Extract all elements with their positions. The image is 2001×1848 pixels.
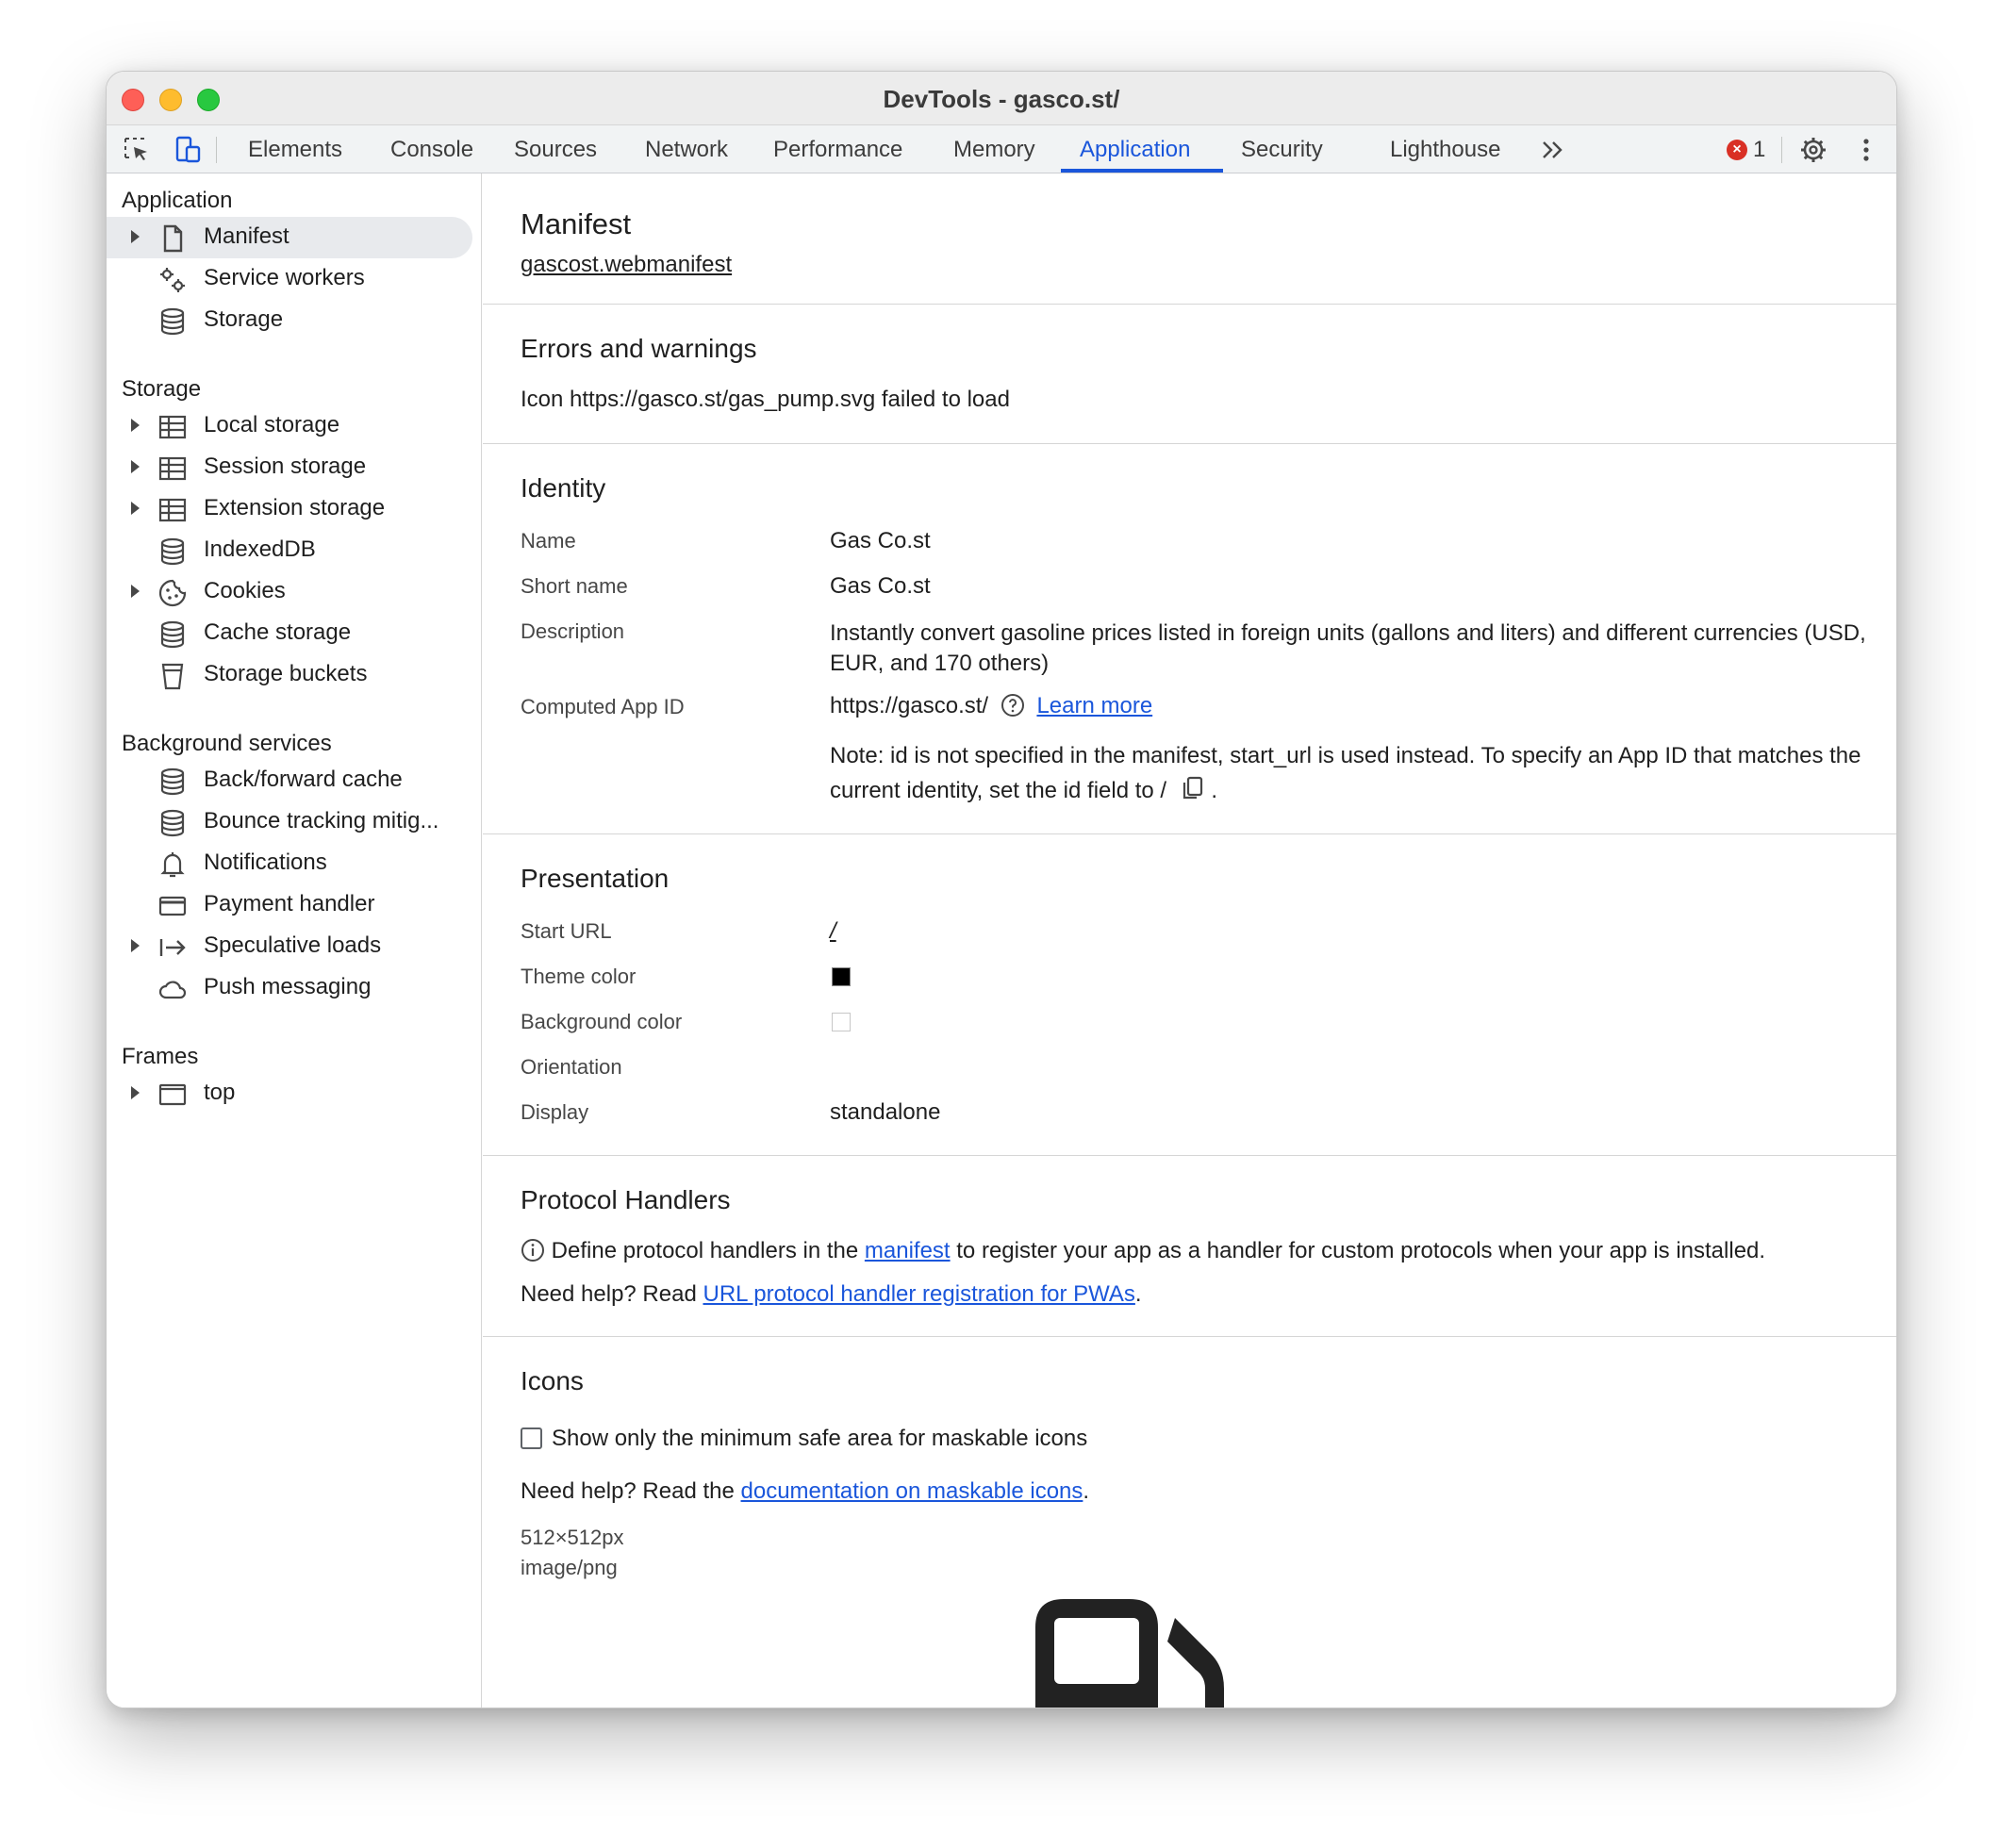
- errors-section: [483, 305, 1896, 444]
- tab-application[interactable]: Application: [1080, 137, 1191, 162]
- sidebar-item-label: top: [204, 1080, 236, 1105]
- section-title: Protocol Handlers: [521, 1185, 731, 1214]
- cloud-icon: [157, 974, 188, 1004]
- tab-elements[interactable]: Elements: [248, 137, 343, 162]
- section-title: Presentation: [521, 864, 670, 893]
- sidebar-item-notifications[interactable]: [107, 843, 472, 884]
- field-label: Background color: [521, 1010, 683, 1033]
- title-bar: [107, 72, 1896, 125]
- application-sidebar: [107, 173, 482, 1708]
- icon-type-label: image/png: [521, 1556, 618, 1579]
- table-icon: [157, 412, 188, 442]
- field-label: Description: [521, 619, 625, 643]
- sidebar-item-bounce-tracking[interactable]: [107, 801, 472, 843]
- expand-arrow-icon[interactable]: [131, 502, 140, 515]
- sidebar-header-storage: Storage: [122, 376, 202, 402]
- identity-section: [483, 444, 1896, 834]
- sidebar-item-indexeddb[interactable]: [107, 530, 472, 571]
- theme-color-swatch: [832, 967, 851, 986]
- start-url-link[interactable]: /: [830, 918, 836, 944]
- info-text-before: Define protocol handlers in the: [551, 1238, 859, 1263]
- sidebar-item-label: Extension storage: [204, 495, 386, 520]
- learn-more-link[interactable]: Learn more: [1036, 693, 1153, 718]
- app-id-value: https://gasco.st/: [830, 693, 989, 718]
- device-toolbar-icon[interactable]: [173, 135, 203, 165]
- sidebar-item-session-storage[interactable]: [107, 447, 472, 488]
- sidebar-item-storage-buckets[interactable]: [107, 654, 472, 696]
- frame-window-icon: [157, 1080, 188, 1110]
- devtools-toolbar: [107, 125, 1896, 173]
- error-message: Icon https://gasco.st/gas_pump.svg failed to load: [521, 387, 1010, 412]
- more-tabs-icon[interactable]: [1538, 135, 1568, 165]
- tab-console[interactable]: Console: [390, 137, 474, 162]
- presentation-section: [483, 834, 1896, 1156]
- sidebar-item-payment-handler[interactable]: [107, 884, 472, 926]
- maskable-checkbox[interactable]: [521, 1427, 542, 1449]
- field-label: Theme color: [521, 965, 637, 988]
- manifest-section: [483, 173, 1896, 305]
- field-label: Computed App ID: [521, 695, 685, 718]
- note-end: .: [1211, 778, 1218, 803]
- protocol-handler-docs-link[interactable]: URL protocol handler registration for PWAs: [703, 1281, 1135, 1307]
- inspect-element-icon[interactable]: [122, 135, 152, 165]
- arrow-to-right-icon: [157, 932, 188, 963]
- expand-arrow-icon[interactable]: [131, 585, 140, 598]
- field-label: Start URL: [521, 919, 612, 943]
- sidebar-item-label: Cookies: [204, 578, 286, 603]
- info-icon: [521, 1238, 545, 1262]
- expand-arrow-icon[interactable]: [131, 939, 140, 952]
- note-text: Note: id is not specified in the manifest, start_url is used instead. To specify an App ID that matches the current identity, set the id field to: [830, 743, 1861, 803]
- window-title: DevTools - gasco.st/: [883, 85, 1120, 113]
- expand-arrow-icon[interactable]: [131, 1086, 140, 1099]
- manifest-panel: [483, 173, 1896, 1708]
- database-icon: [157, 619, 188, 650]
- expand-arrow-icon[interactable]: [131, 230, 140, 243]
- field-label: Name: [521, 529, 576, 553]
- help-text: Need help? Read the: [521, 1478, 735, 1504]
- display-value: standalone: [830, 1099, 941, 1125]
- bell-icon: [157, 850, 188, 880]
- protocol-handlers-section: [483, 1156, 1896, 1337]
- sidebar-item-label: Speculative loads: [204, 932, 382, 958]
- note-id: /: [1160, 778, 1167, 803]
- field-label: Short name: [521, 574, 628, 598]
- sidebar-item-cookies[interactable]: [107, 571, 472, 613]
- database-icon: [157, 808, 188, 838]
- tab-sources[interactable]: Sources: [514, 137, 598, 162]
- checkbox-label: Show only the minimum safe area for maskable icons: [552, 1426, 1088, 1451]
- maskable-docs-link[interactable]: documentation on maskable icons: [740, 1478, 1083, 1504]
- help-period: .: [1083, 1478, 1090, 1504]
- copy-icon[interactable]: [1181, 775, 1205, 801]
- protocol-handlers-help: [521, 1281, 1142, 1308]
- help-circle-icon[interactable]: [1000, 693, 1025, 718]
- gears-icon: [157, 265, 188, 295]
- help-text: Need help? Read: [521, 1281, 697, 1307]
- sidebar-item-label: Cache storage: [204, 619, 352, 645]
- expand-arrow-icon[interactable]: [131, 419, 140, 432]
- section-title: Identity: [521, 473, 606, 503]
- tab-lighthouse[interactable]: Lighthouse: [1390, 137, 1501, 162]
- error-icon: ×: [1727, 140, 1747, 160]
- sidebar-header-frames: Frames: [122, 1044, 199, 1069]
- sidebar-item-label: Back/forward cache: [204, 767, 403, 792]
- section-title: Errors and warnings: [521, 334, 757, 363]
- bucket-icon: [157, 661, 188, 691]
- devtools-window: [106, 71, 1897, 1708]
- sidebar-item-label: Push messaging: [204, 974, 372, 999]
- toolbar-divider: [216, 137, 217, 163]
- error-counter[interactable]: [1727, 137, 1765, 163]
- app-id-row: [830, 693, 1152, 719]
- sidebar-item-label: Service workers: [204, 265, 365, 290]
- sidebar-item-label: Storage: [204, 306, 284, 332]
- sidebar-header-background-services: Background services: [122, 731, 332, 756]
- field-label: Display: [521, 1100, 589, 1124]
- manifest-file-link[interactable]: gascost.webmanifest: [521, 252, 733, 277]
- sidebar-item-label: Notifications: [204, 850, 327, 875]
- sidebar-item-local-storage[interactable]: [107, 405, 472, 447]
- active-tab-indicator: [1061, 169, 1223, 173]
- sidebar-item-label: Bounce tracking mitig...: [204, 808, 439, 833]
- credit-card-icon: [157, 891, 188, 921]
- cookie-icon: [157, 578, 188, 608]
- background-color-swatch: [832, 1013, 851, 1031]
- error-count: 1: [1753, 137, 1766, 162]
- sidebar-item-cache-storage[interactable]: [107, 613, 472, 654]
- icon-size-label: 512×512px: [521, 1526, 624, 1549]
- help-period: .: [1134, 1281, 1142, 1307]
- sidebar-item-frame-top[interactable]: [107, 1073, 472, 1114]
- sidebar-item-speculative-loads[interactable]: [107, 926, 472, 967]
- protocol-handlers-info: [521, 1238, 1765, 1264]
- database-icon: [157, 536, 188, 567]
- maskable-checkbox-row[interactable]: [521, 1426, 1087, 1452]
- icons-section: [483, 1337, 1896, 1708]
- gas-pump-icon: [1035, 1599, 1243, 1708]
- description-value: Instantly convert gasoline prices listed in foreign units (gallons and liters) and different currencies (USD, EUR, and 170 others): [830, 620, 1866, 676]
- table-icon: [157, 454, 188, 484]
- short-name-value: Gas Co.st: [830, 573, 931, 599]
- toolbar-divider: [1781, 137, 1782, 163]
- sidebar-item-manifest[interactable]: [107, 217, 472, 258]
- tab-memory[interactable]: Memory: [953, 137, 1035, 162]
- sidebar-item-back-forward-cache[interactable]: [107, 760, 472, 801]
- tab-network[interactable]: Network: [645, 137, 729, 162]
- document-icon: [157, 223, 188, 254]
- sidebar-item-label: Session storage: [204, 454, 367, 479]
- sidebar-item-label: IndexedDB: [204, 536, 316, 562]
- name-value: Gas Co.st: [830, 528, 931, 553]
- tab-performance[interactable]: Performance: [773, 137, 903, 162]
- field-label: Orientation: [521, 1055, 622, 1079]
- database-icon: [157, 306, 188, 337]
- app-id-note: [830, 738, 1867, 808]
- sidebar-item-label: Payment handler: [204, 891, 375, 916]
- expand-arrow-icon[interactable]: [131, 460, 140, 473]
- sidebar-item-service-workers[interactable]: [107, 258, 472, 300]
- sidebar-item-label: Storage buckets: [204, 661, 368, 686]
- sidebar-item-push-messaging[interactable]: [107, 967, 472, 1009]
- sidebar-item-storage[interactable]: [107, 300, 472, 341]
- icons-help: [521, 1478, 1089, 1505]
- database-icon: [157, 767, 188, 797]
- sidebar-item-label: Local storage: [204, 412, 340, 437]
- sidebar-header-application: Application: [122, 188, 233, 213]
- sidebar-item-extension-storage[interactable]: [107, 488, 472, 530]
- manifest-link[interactable]: manifest: [864, 1238, 951, 1263]
- more-options-icon[interactable]: [1851, 135, 1881, 165]
- page-title: Manifest: [521, 207, 632, 240]
- sidebar-item-label: Manifest: [204, 223, 289, 249]
- tab-security[interactable]: Security: [1241, 137, 1323, 162]
- settings-gear-icon[interactable]: [1798, 135, 1828, 165]
- table-icon: [157, 495, 188, 525]
- info-text-after: to register your app as a handler for custom protocols when your app is installed.: [956, 1238, 1766, 1263]
- section-title: Icons: [521, 1366, 584, 1395]
